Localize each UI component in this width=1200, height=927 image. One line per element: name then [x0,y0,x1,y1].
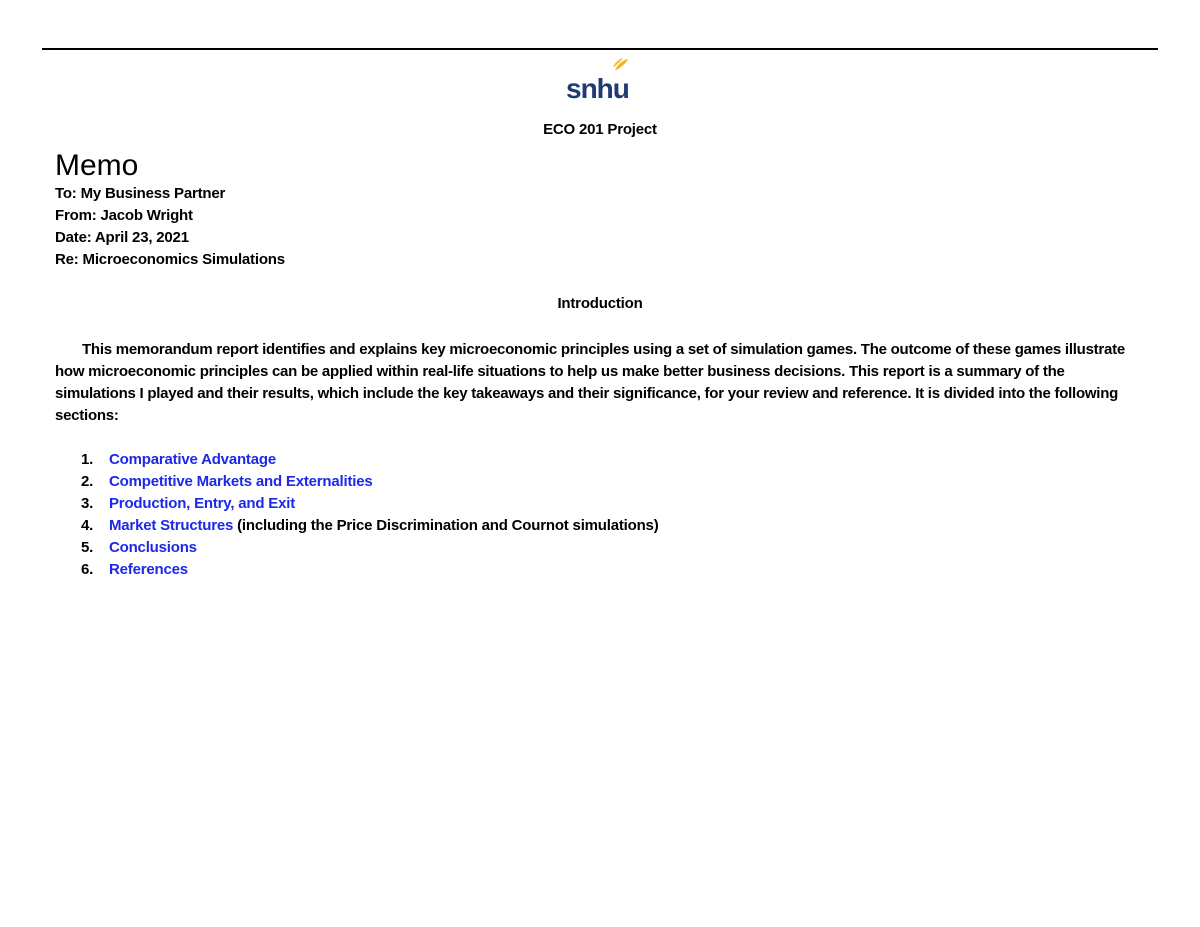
section-link-market-structures[interactable]: Market Structures [109,517,234,534]
list-item [55,515,659,537]
section-link-conclusions[interactable]: Conclusions [109,539,197,556]
list-number: 1. [81,451,94,468]
list-suffix: (including the Price Discrimination and Cournot simulations) [233,517,659,534]
list-item [55,449,659,471]
list-number: 4. [81,517,94,534]
memo-from: From: Jacob Wright [55,207,193,224]
list-number: 6. [81,561,94,578]
memo-heading: Memo [55,149,139,182]
memo-meta [55,183,285,271]
memo-to: To: My Business Partner [55,185,226,202]
top-rule [42,48,1158,50]
list-item [55,537,659,559]
section-link-references[interactable]: References [109,561,188,578]
list-number: 2. [81,473,94,490]
list-item [55,559,659,581]
list-item [55,471,659,493]
snhu-logo [566,56,632,102]
list-number: 3. [81,495,94,512]
section-link-comparative-advantage[interactable]: Comparative Advantage [109,451,276,468]
section-link-competitive-markets[interactable]: Competitive Markets and Externalities [109,473,373,490]
memo-date: Date: April 23, 2021 [55,229,189,246]
section-list [55,449,659,581]
section-link-production-entry-exit[interactable]: Production, Entry, and Exit [109,495,296,512]
introduction-heading: Introduction [557,295,643,312]
memo-re: Re: Microeconomics Simulations [55,251,285,268]
project-title: ECO 201 Project [543,121,657,138]
list-number: 5. [81,539,94,556]
svg-text:snhu: snhu [566,73,629,102]
list-item [55,493,659,515]
introduction-paragraph: This memorandum report identifies and explains key microeconomic principles using a set of simulation games. The outcome of these games illustrate how microeconomic principles can be applied within real-life situations to help us make better business decisions. This report is a summary of the simulations I played and their results, which include the key takeaways and their significance, for your review and reference. It is divided into the following sections: [55,341,1125,424]
